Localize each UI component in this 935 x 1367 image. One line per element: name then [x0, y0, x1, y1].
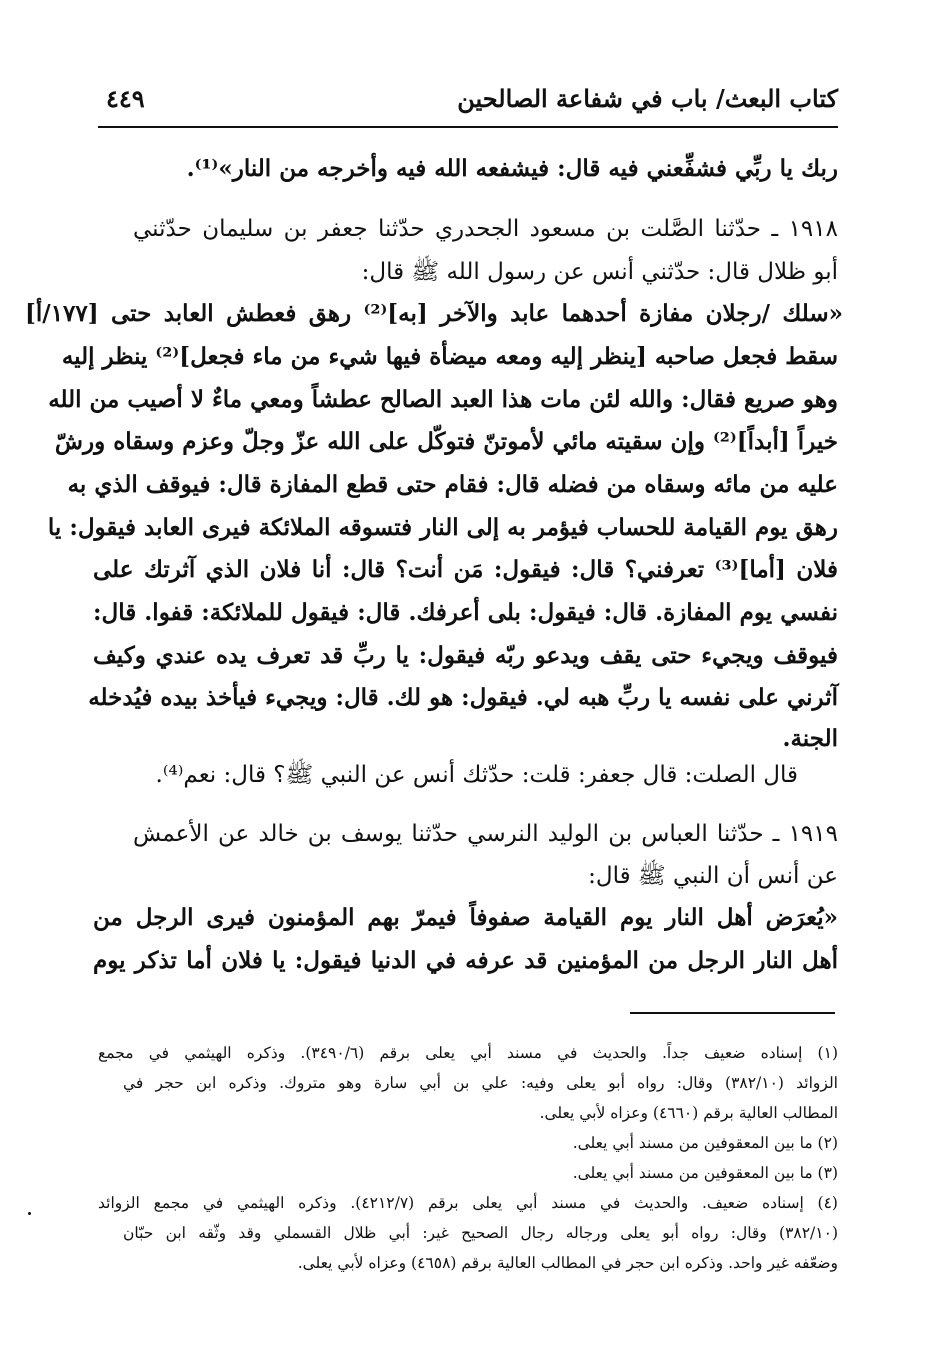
text-line: قال الصلت: قال جعفر: قلت: حدّثك أنس عن النبي ﷺ؟ قال: نعم⁽⁴⁾. [155, 762, 798, 788]
text-line: الجنة. [782, 725, 838, 752]
page-number: ٤٤٩ [106, 84, 145, 113]
running-header [98, 82, 838, 128]
text-line: أبو ظلال قال: حدّثني أنس عن رسول الله ﷺ قال: [361, 259, 838, 285]
footnote-line: (٣٨٢/١٠) وقال: رواه أبو يعلى ورجاله رجال الصحيح غير: أبي ظلال القسملي وقد وثّقه ابن حبّان [123, 1224, 838, 1242]
hadith-1918-line: ١٩١٨ ـ حدّثنا الصَّلت بن مسعود الجحدري حدّثنا جعفر بن سليمان حدّثني [133, 216, 838, 242]
text-line: «يُعرَض أهل النار يوم القيامة صفوفاً فيمرّ بهم المؤمنون فيرى الرجل من [93, 904, 838, 931]
footnote-line: (١) إسناده ضعيف جداً. والحديث في مسند أبي يعلى برقم (٣٤٩٠/٦). وذكره الهيثمي في مجمع [98, 1044, 838, 1062]
text-line: فيوقف ويجيء حتى يقف ويدعو ربّه فيقول: يا ربِّ قد تعرف يده عندي وكيف [93, 642, 838, 669]
text-line: «سلك /رجلان مفازة أحدهما عابد والآخر [به]⁽²⁾ رهق فعطش العابد حتى [١٧٧/أ] [25, 300, 843, 327]
footnote-separator [630, 1012, 835, 1014]
text-line: خيراً [أبداً]⁽²⁾ وإن سقيته مائي لأموتنّ فتوكّل على الله عزّ وجلّ وعزم وسقاه ورشّ [54, 428, 838, 455]
footnote-line: (٢) ما بين المعقوفين من مسند أبي يعلى. [572, 1134, 838, 1152]
text-line: وهو صريع فقال: والله لئن مات هذا العبد الصالح عطشاً ومعي ماءٌ لا أصيب من الله [48, 386, 838, 413]
text-line: أهل النار الرجل من المؤمنين قد عرفه في الدنيا فيقول: يا فلان أما تذكر يوم [93, 947, 838, 974]
scan-speck [28, 1212, 31, 1215]
footnote-line: المطالب العالية برقم (٤٦٦٠) وعزاه لأبي يعلى. [539, 1104, 838, 1122]
text-line: سقط فجعل صاحبه [ينظر إليه ومعه ميضأة فيها شيء من ماء فجعل]⁽²⁾ ينظر إليه [61, 343, 838, 370]
text-line: نفسي يوم المفازة. قال: فيقول: بلى أعرفك. قال: فيقول للملائكة: قفوا. قال: [93, 599, 838, 626]
text-line: رهق يوم القيامة للحساب فيؤمر به إلى النار فتسوقه الملائكة فيرى العابد فيقول: يا [47, 514, 838, 541]
text-line: آثرني على نفسه يا ربِّ هبه لي. فيقول: هو لك. قال: ويجيء فيأخذ بيده فيُدخله [88, 684, 838, 711]
text-line: عن أنس أن النبي ﷺ قال: [588, 863, 838, 889]
footnote-line: (٤) إسناده ضعيف. والحديث في مسند أبي يعلى برقم (٤٢١٢/٧). وذكره الهيثمي في مجمع الزوائد [98, 1194, 838, 1212]
chapter-title: كتاب البعث/ باب في شفاعة الصالحين [457, 84, 838, 113]
footnote-line: وضعّفه غير واحد. وذكره ابن حجر في المطالب العالية برقم (٤٦٥٨) وعزاه لأبي يعلى. [297, 1254, 838, 1272]
hadith-1919-line: ١٩١٩ ـ حدّثنا العباس بن الوليد النرسي حدّثنا يوسف بن خالد عن الأعمش [133, 821, 838, 847]
footnote-line: الزوائد (٣٨٢/١٠) وقال: رواه أبو يعلى وفيه: علي بن أبي سارة وهو متروك. وذكره ابن حجر في [123, 1074, 838, 1092]
text-line: عليه من مائه وسقاه من فضله قال: فقام حتى قطع المفازة قال: فيوقف الذي به [67, 471, 838, 498]
footnote-line: (٣) ما بين المعقوفين من مسند أبي يعلى. [572, 1164, 838, 1182]
text-line: فلان [أما]⁽³⁾ تعرفني؟ قال: فيقول: مَن أنت؟ قال: أنا فلان الذي آثرتك على [93, 556, 839, 583]
text-line: ربك يا ربِّي فشفِّعني فيه قال: فيشفعه الله فيه وأخرجه من النار»⁽¹⁾. [186, 155, 838, 182]
